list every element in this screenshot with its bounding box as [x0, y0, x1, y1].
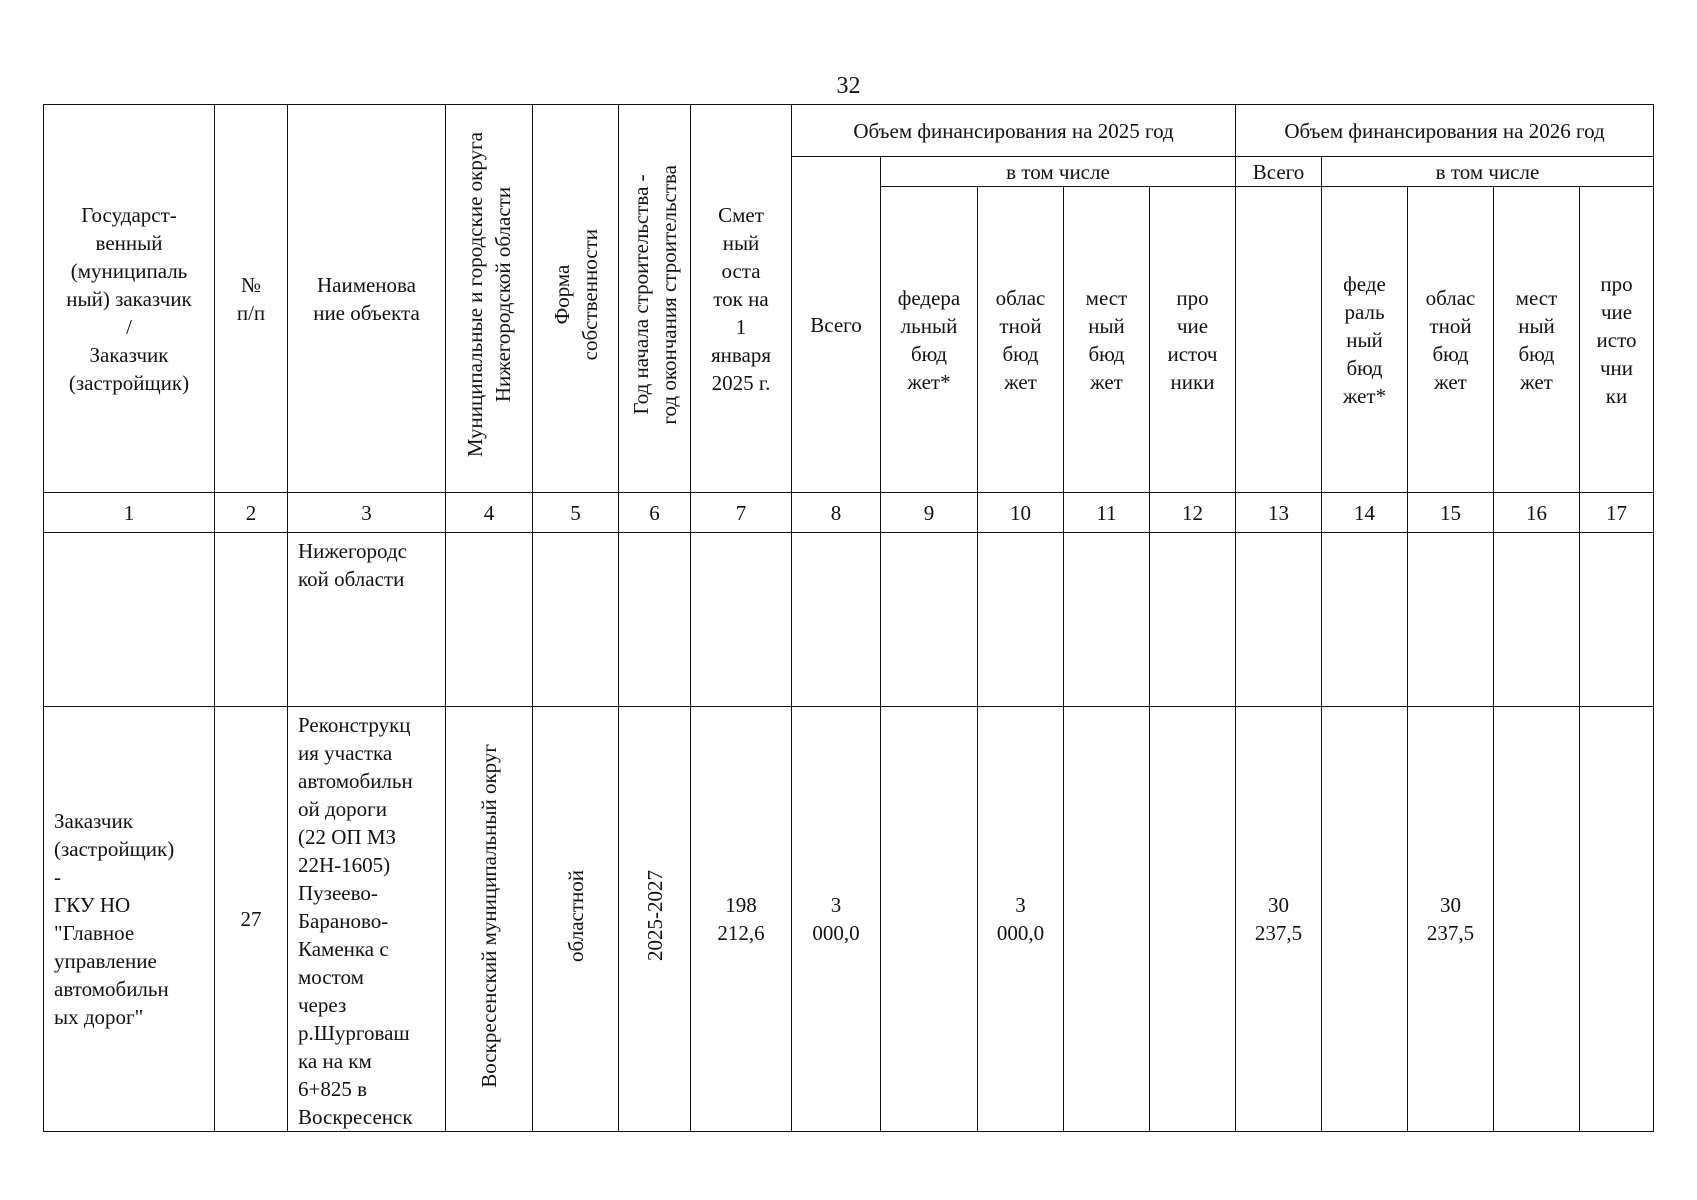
cell-local-2026	[1494, 533, 1580, 707]
cell-object-name: Нижегородс кой области	[288, 533, 446, 707]
cell-total-2025	[792, 533, 881, 707]
column-number: 7	[691, 493, 792, 533]
column-number: 16	[1494, 493, 1580, 533]
cell-other-2026	[1580, 707, 1654, 1132]
column-number: 5	[533, 493, 619, 533]
header-empty-2026	[1236, 187, 1322, 493]
column-number: 3	[288, 493, 446, 533]
header-federal-2026: феде раль ный бюд жет*	[1322, 187, 1408, 493]
cell-number: 27	[215, 707, 288, 1132]
header-local-2026: мест ный бюд жет	[1494, 187, 1580, 493]
cell-ownership	[533, 707, 619, 1132]
cell-total-2026: 30 237,5	[1236, 707, 1322, 1132]
cell-municipality	[446, 707, 533, 1132]
cell-federal-2026	[1322, 707, 1408, 1132]
table-row	[44, 533, 1654, 707]
header-years	[619, 105, 691, 493]
header-ownership	[533, 105, 619, 493]
header-regional-2026: облас тной бюд жет	[1408, 187, 1494, 493]
column-number: 12	[1150, 493, 1236, 533]
cell-object-name: Реконструкц ия участка автомобильн ой дороги (22 ОП МЗ 22Н-1605) Пузеево- Бараново- Каменка с мостом через р.Шурговаш ка на км 6+825 в Воскресенск	[288, 707, 446, 1132]
cell-other-2026	[1580, 533, 1654, 707]
cell-local-2025	[1064, 533, 1150, 707]
cell-federal-2026	[1322, 533, 1408, 707]
column-number: 4	[446, 493, 533, 533]
header-total-2026: Всего	[1236, 157, 1322, 187]
header-estimate-balance: Смет ный оста ток на 1 января 2025 г.	[691, 105, 792, 493]
header-row-1	[44, 105, 1654, 157]
column-number: 15	[1408, 493, 1494, 533]
cell-ownership-text: областной	[563, 869, 588, 962]
header-funding-2025: Объем финансирования на 2025 год	[792, 105, 1236, 157]
cell-municipality-text: Воскресенский муниципальный округ	[477, 743, 501, 1088]
cell-customer	[44, 533, 215, 707]
cell-other-2025	[1150, 533, 1236, 707]
header-object-name: Наименова ние объекта	[288, 105, 446, 493]
column-number: 8	[792, 493, 881, 533]
header-ownership-text: Форма собственности	[549, 229, 602, 361]
column-number: 10	[978, 493, 1064, 533]
column-number: 17	[1580, 493, 1654, 533]
cell-local-2026	[1494, 707, 1580, 1132]
cell-regional-2026	[1408, 533, 1494, 707]
header-funding-2026: Объем финансирования на 2026 год	[1236, 105, 1654, 157]
column-number: 13	[1236, 493, 1322, 533]
cell-federal-2025	[881, 533, 978, 707]
header-municipality	[446, 105, 533, 493]
header-customer: Государст- венный (муниципаль ный) заказчик / Заказчик (застройщик)	[44, 105, 215, 493]
cell-municipality	[446, 533, 533, 707]
header-other-2026: про чие исто чни ки	[1580, 187, 1654, 493]
cell-years	[619, 707, 691, 1132]
header-regional-2025: облас тной бюд жет	[978, 187, 1064, 493]
column-number: 14	[1322, 493, 1408, 533]
cell-total-2025: 3 000,0	[792, 707, 881, 1132]
cell-total-2026	[1236, 533, 1322, 707]
cell-other-2025	[1150, 707, 1236, 1132]
cell-years-text: 2025-2027	[642, 870, 667, 961]
header-municipality-text: Муниципальные и городские округа Нижегородской области	[463, 132, 515, 458]
cell-regional-2026: 30 237,5	[1408, 707, 1494, 1132]
cell-years	[619, 533, 691, 707]
cell-federal-2025	[881, 707, 978, 1132]
column-number: 9	[881, 493, 978, 533]
cell-local-2025	[1064, 707, 1150, 1132]
funding-table	[43, 104, 1654, 1132]
cell-estimate-balance: 198 212,6	[691, 707, 792, 1132]
header-total-2025: Всего	[792, 157, 881, 493]
header-federal-2025: федера льный бюд жет*	[881, 187, 978, 493]
cell-estimate-balance	[691, 533, 792, 707]
header-local-2025: мест ный бюд жет	[1064, 187, 1150, 493]
cell-number	[215, 533, 288, 707]
column-number: 1	[44, 493, 215, 533]
cell-ownership	[533, 533, 619, 707]
column-number: 11	[1064, 493, 1150, 533]
table-row	[44, 707, 1654, 1132]
cell-customer: Заказчик (застройщик) - ГКУ НО "Главное управление автомобильн ых дорог"	[44, 707, 215, 1132]
header-other-2025: про чие источ ники	[1150, 187, 1236, 493]
column-number-row	[44, 493, 1654, 533]
header-number: № п/п	[215, 105, 288, 493]
header-including-2025: в том числе	[881, 157, 1236, 187]
page-number: 32	[836, 73, 861, 99]
column-number: 6	[619, 493, 691, 533]
cell-regional-2025	[978, 533, 1064, 707]
header-including-2026: в том числе	[1322, 157, 1654, 187]
cell-regional-2025: 3 000,0	[978, 707, 1064, 1132]
column-number: 2	[215, 493, 288, 533]
header-years-text: Год начала строительства - год окончания строительства	[628, 165, 681, 425]
